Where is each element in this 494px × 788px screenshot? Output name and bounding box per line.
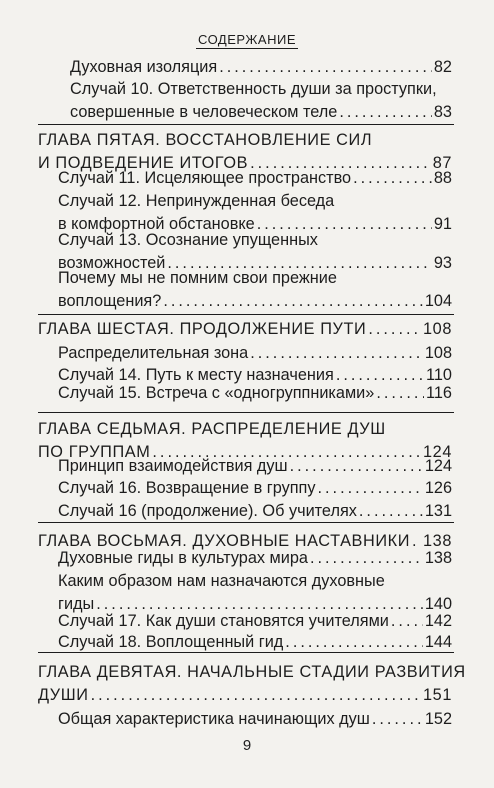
- entry-page-number: 91: [433, 215, 452, 233]
- toc-entry-line: [58, 455, 452, 478]
- entry-page-number: 124: [424, 457, 452, 475]
- dot-leader: [353, 167, 432, 190]
- chapter-title-text: ГЛАВА ШЕСТАЯ. ПРОДОЛЖЕНИЕ ПУТИ: [38, 320, 367, 338]
- section-divider: [38, 412, 454, 413]
- entry-title-text: Случай 18. Воплощенный гид: [58, 633, 284, 651]
- dot-leader: [372, 708, 423, 731]
- dot-leader: [219, 56, 432, 79]
- toc-entry: [0, 382, 494, 405]
- toc-entry: [0, 547, 494, 570]
- entry-title-text: гиды: [58, 595, 95, 613]
- chapter-title-text: И ПОДВЕДЕНИЕ ИТОГОВ: [38, 154, 249, 172]
- toc-entry-line: [38, 129, 452, 152]
- entry-title-text: Случай 15. Встреча с «одногруппниками»: [58, 384, 375, 402]
- chapter-title-text: ГЛАВА ДЕВЯТАЯ. НАЧАЛЬНЫЕ СТАДИИ РАЗВИТИЯ: [38, 663, 466, 681]
- dot-leader: [91, 684, 421, 707]
- toc-entry: [0, 56, 494, 79]
- toc-entry: [0, 631, 494, 654]
- toc-entry: [0, 267, 494, 313]
- dot-leader: [318, 477, 423, 500]
- toc-entry-line: [38, 684, 452, 707]
- entry-page-number: 108: [423, 320, 452, 338]
- entry-title-text: Случай 14. Путь к месту назначения: [58, 366, 334, 384]
- dot-leader: [285, 631, 423, 654]
- entry-page-number: 82: [433, 58, 452, 76]
- toc-entry: [0, 342, 494, 365]
- chapter-title-text: ГЛАВА ПЯТАЯ. ВОССТАНОВЛЕНИЕ СИЛ: [38, 131, 373, 149]
- toc-entry: [0, 500, 494, 523]
- toc-entry-line: [58, 229, 452, 252]
- entry-page-number: 151: [423, 686, 452, 704]
- entry-title-text: возможностей: [58, 254, 166, 272]
- section-divider: [38, 652, 454, 653]
- dot-leader: [310, 547, 423, 570]
- dot-leader: [359, 500, 423, 523]
- toc-entry-line: [58, 547, 452, 570]
- chapter-title-text: ПО ГРУППАМ: [38, 443, 151, 461]
- dot-leader: [391, 610, 423, 633]
- toc-chapter-entry: [0, 318, 494, 341]
- page-header: [0, 32, 494, 47]
- entry-page-number: 138: [423, 532, 452, 550]
- toc-entry-line: [58, 342, 452, 365]
- entry-page-number: 87: [432, 154, 452, 172]
- entry-title-text: Духовная изоляция: [70, 58, 218, 76]
- toc-entry-line: [58, 610, 452, 633]
- toc-entry: [0, 78, 494, 124]
- entry-page-number: 104: [424, 292, 452, 310]
- toc-entry-line: [38, 661, 466, 684]
- entry-title-text: Духовные гиды в культурах мира: [58, 549, 308, 567]
- toc-entry-line: [58, 477, 452, 500]
- page-number: 9: [242, 737, 252, 754]
- toc-entry: [0, 610, 494, 633]
- entry-title-text: Случай 11. Исцеляющее пространство: [58, 169, 352, 187]
- entry-page-number: 108: [424, 344, 452, 362]
- toc-entry: [0, 477, 494, 500]
- header-title: СОДЕРЖАНИЕ: [197, 32, 296, 47]
- entry-page-number: 138: [424, 549, 452, 567]
- entry-title-text: Случай 16. Возвращение в группу: [58, 479, 316, 497]
- entry-page-number: 88: [433, 169, 452, 187]
- toc-entry: [0, 455, 494, 478]
- chapter-title-text: ГЛАВА ВОСЬМАЯ. ДУХОВНЫЕ НАСТАВНИКИ: [38, 532, 411, 550]
- dot-leader: [368, 318, 421, 341]
- entry-page-number: 140: [424, 595, 452, 613]
- toc-entry-line: [70, 78, 452, 101]
- entry-page-number: 93: [433, 254, 452, 272]
- entry-page-number: 144: [424, 633, 452, 651]
- dot-leader: [163, 290, 423, 313]
- toc-entry: [0, 167, 494, 190]
- entry-title-text: Случай 16 (продолжение). Об учителях: [58, 502, 357, 520]
- entry-title-text: Случай 17. Как души становятся учителями: [58, 612, 389, 630]
- toc-entry-line: [58, 570, 452, 593]
- toc-entry: [0, 708, 494, 731]
- entry-title-text: совершенные в человеческом теле: [70, 103, 338, 121]
- entry-page-number: 126: [424, 479, 452, 497]
- entry-page-number: 116: [426, 384, 452, 402]
- toc-entry-line: [58, 708, 452, 731]
- entry-page-number: 83: [433, 103, 452, 121]
- toc-entry-line: [58, 190, 452, 213]
- entry-title-text: Распределительная зона: [58, 344, 249, 362]
- dot-leader: [250, 342, 423, 365]
- toc-entry-line: [58, 382, 452, 405]
- toc-entry-line: [38, 318, 452, 341]
- entry-page-number: 131: [424, 502, 452, 520]
- section-divider: [38, 522, 454, 523]
- entry-title-text: воплощения?: [58, 292, 162, 310]
- toc-entry-line: [58, 631, 452, 654]
- dot-leader: [339, 101, 432, 124]
- toc-entry-line: [58, 167, 452, 190]
- entry-title-text: в комфортной обстановке: [58, 215, 255, 233]
- section-divider: [38, 314, 454, 315]
- toc-entry-line: [70, 101, 452, 124]
- entry-title-text: Каким образом нам назначаются духовные: [58, 572, 385, 590]
- toc-chapter-entry: [0, 661, 494, 707]
- entry-title-text: Принцип взаимодействия душ: [58, 457, 288, 475]
- toc-entry-line: [38, 418, 452, 441]
- entry-title-text: Почему мы не помним свои прежние: [58, 269, 337, 287]
- chapter-title-text: ГЛАВА СЕДЬМАЯ. РАСПРЕДЕЛЕНИЕ ДУШ: [38, 420, 386, 438]
- toc-entry-line: [58, 290, 452, 313]
- toc-entry-line: [58, 267, 452, 290]
- entry-title-text: Случай 13. Осознание упущенных: [58, 231, 318, 249]
- toc-entry-line: [58, 500, 452, 523]
- entry-title-text: Общая характеристика начинающих душ: [58, 710, 370, 728]
- chapter-title-text: ДУШИ: [38, 686, 89, 704]
- entry-page-number: 142: [424, 612, 452, 630]
- section-divider: [38, 124, 454, 125]
- toc-entry-line: [70, 56, 452, 79]
- dot-leader: [376, 382, 424, 405]
- entry-page-number: 124: [423, 443, 452, 461]
- entry-title-text: Случай 12. Непринужденная беседа: [58, 192, 335, 210]
- entry-title-text: Случай 10. Ответственность души за проступки,: [70, 80, 437, 98]
- dot-leader: [290, 455, 423, 478]
- entry-page-number: 152: [424, 710, 452, 728]
- entry-page-number: 110: [426, 366, 452, 384]
